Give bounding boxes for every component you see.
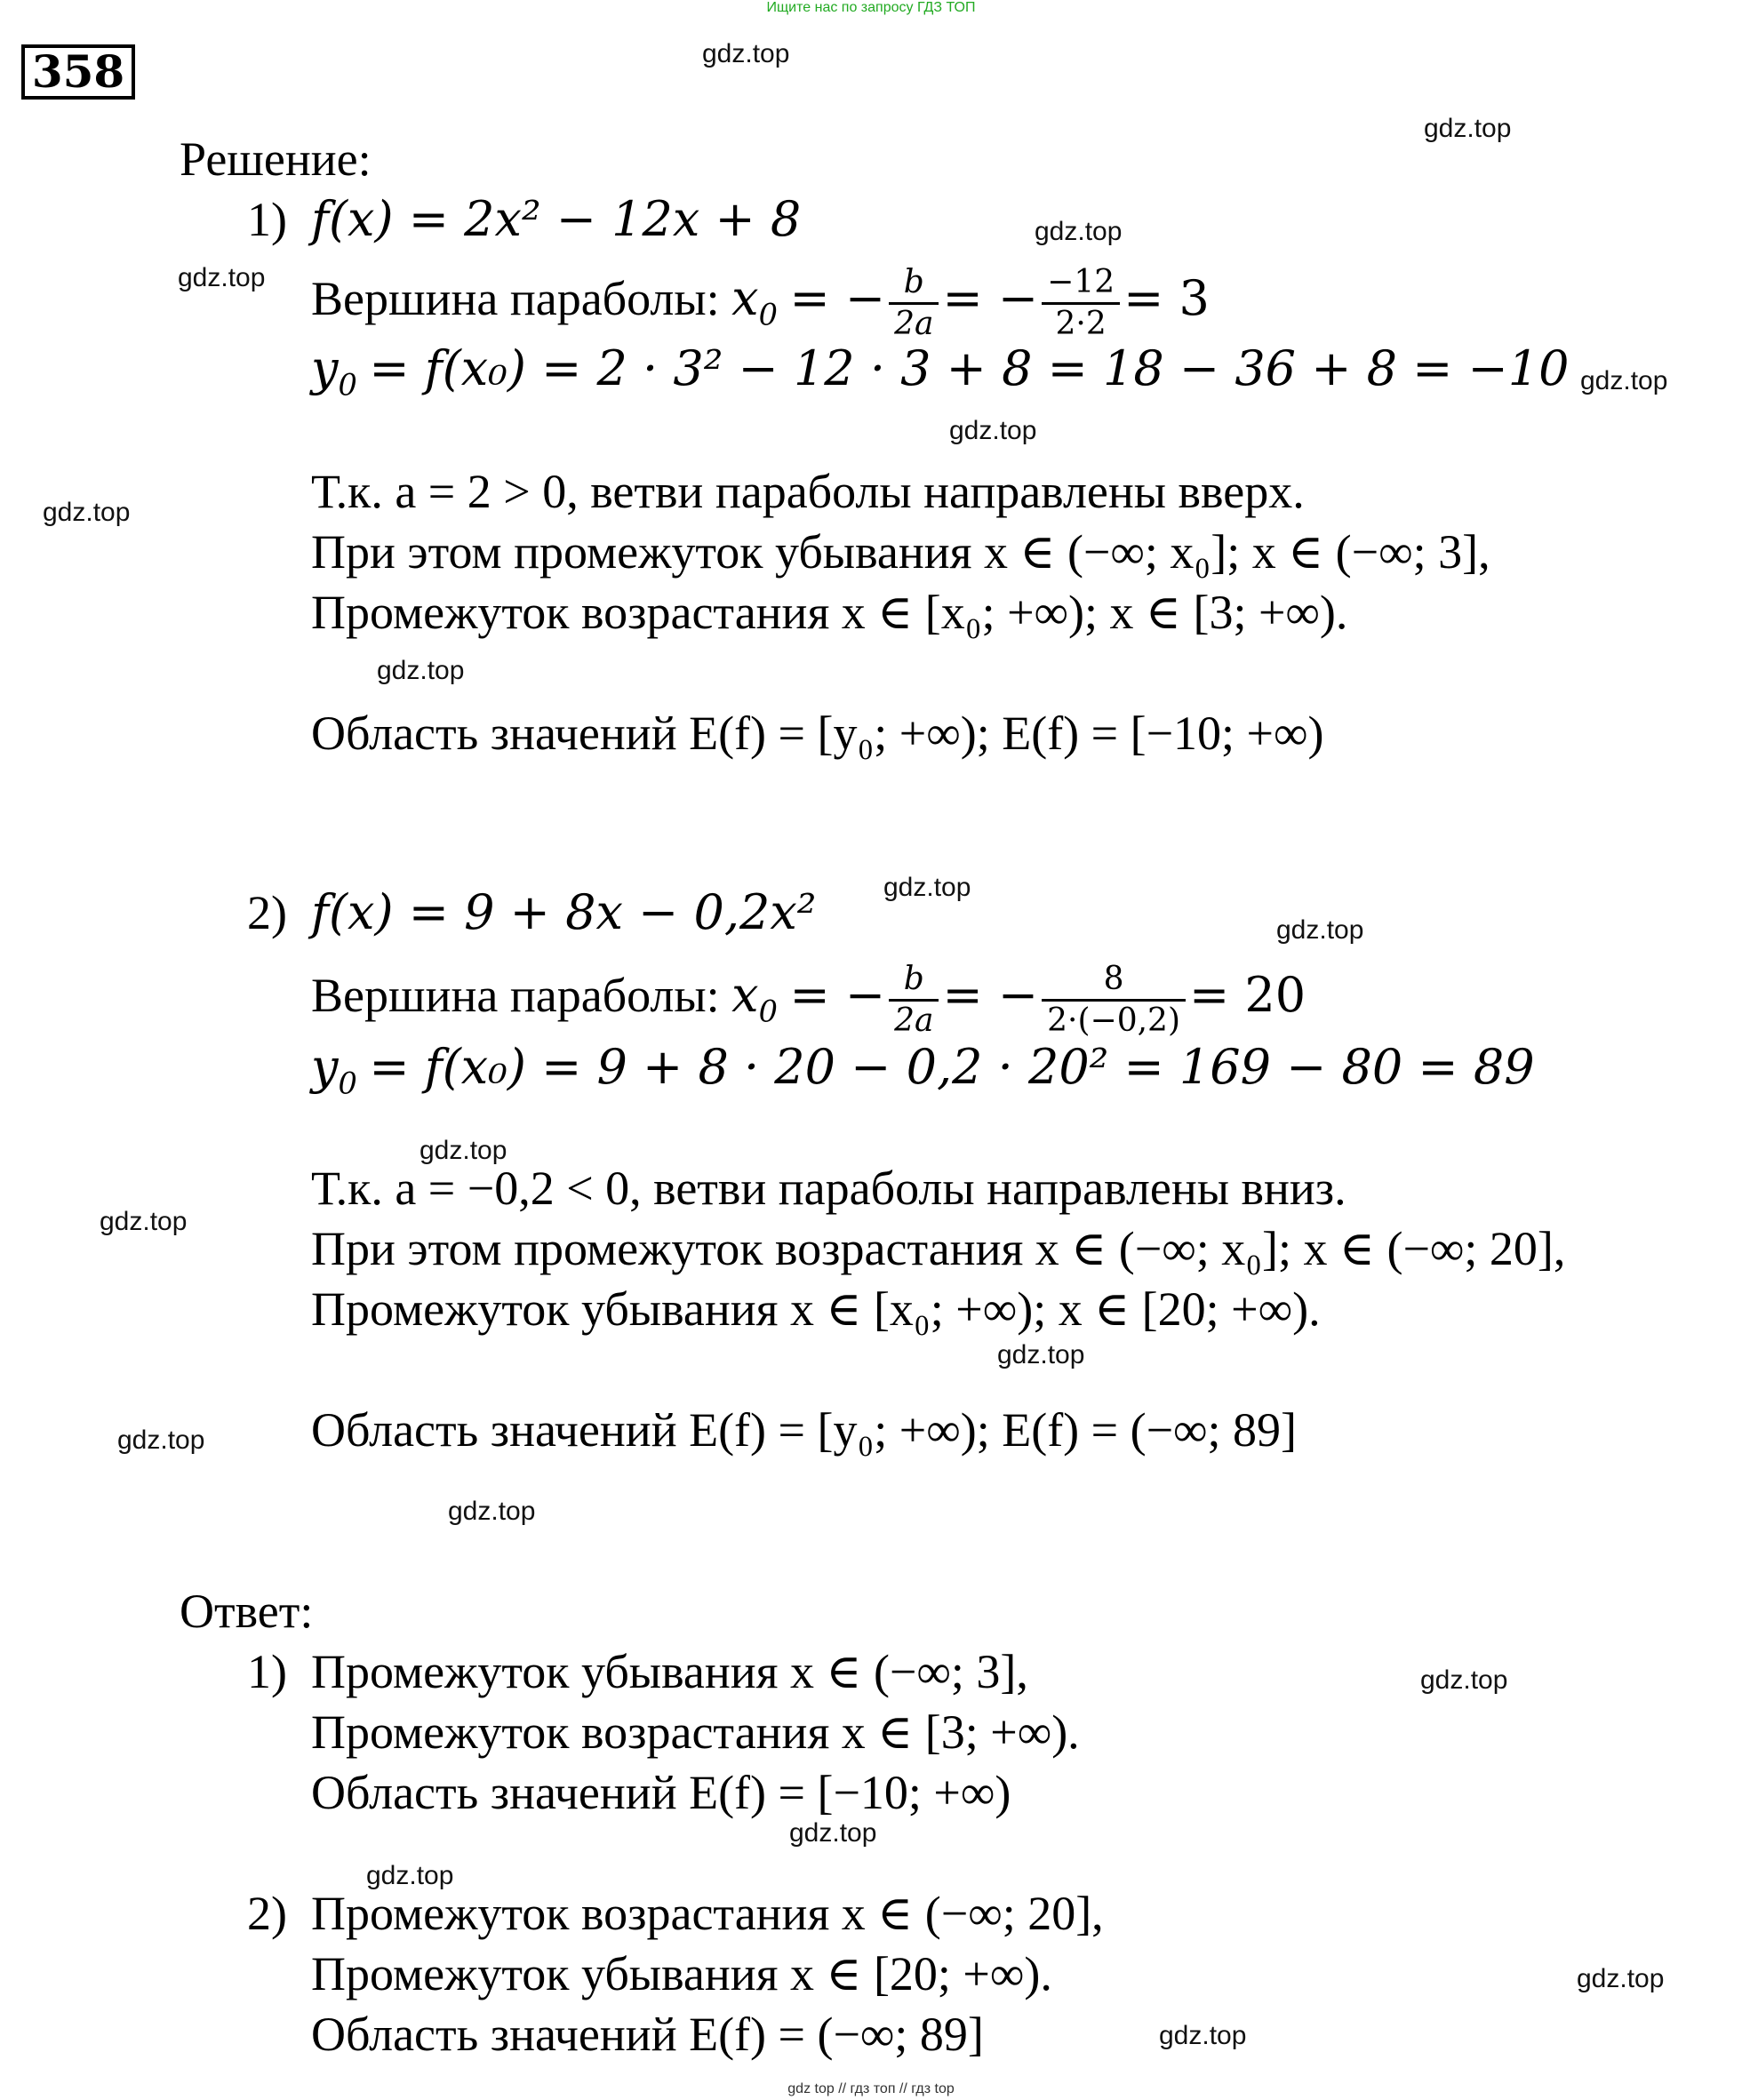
part2-interval-decrease: Промежуток убывания x ∈ [x₀; +∞); x ∈ [20; +∞). (311, 1282, 1321, 1336)
fraction-numeric: $\frac{8}{2\cdot(-0,2)}$ (1042, 960, 1186, 1041)
part2-vertex-line: Вершина параболы: $x_0$ = − $\frac{b}{2a}$ = − $\frac{8}{2\cdot(-0,2)}$ = 20 (311, 961, 1306, 1039)
watermark: gdz.top (789, 1818, 877, 1848)
watermark: gdz.top (1424, 114, 1512, 143)
watermark: gdz.top (1420, 1665, 1508, 1695)
part1-label: 1) (247, 193, 287, 246)
part1-range: Область значений E(f) = [y₀; +∞); E(f) = [−10; +∞) (311, 707, 1324, 760)
vertex-label: Вершина параболы: (311, 271, 720, 325)
watermark: gdz.top (366, 1861, 454, 1890)
part2-label: 2) (247, 886, 287, 939)
fraction-b-2a: $\frac{b}{2a}$ (889, 960, 939, 1041)
part2-interval-increase: При этом промежуток возрастания x ∈ (−∞; x₀]; x ∈ (−∞; 20], (311, 1222, 1566, 1275)
answer2-decrease: Промежуток убывания x ∈ [20; +∞). (311, 1947, 1052, 2000)
watermark: gdz.top (1580, 366, 1668, 395)
answer1-decrease: Промежуток убывания x ∈ (−∞; 3], (311, 1645, 1028, 1698)
part1-y0-line: $y_0 = f(x_0) = 2 \cdot 3^2 - 12 \cdot 3 + 8 = 18 - 36 + 8 = -10$ (311, 340, 1570, 403)
part2-range: Область значений E(f) = [y₀; +∞); E(f) = (−∞; 89] (311, 1403, 1298, 1457)
solution-label: Решение: (180, 132, 372, 186)
watermark: gdz.top (377, 656, 465, 685)
watermark: gdz.top (100, 1207, 188, 1236)
watermark: gdz.top (1276, 915, 1364, 945)
footer-links: gdz top // гдз топ // гдз top (787, 2081, 955, 2096)
watermark: gdz.top (702, 39, 790, 68)
part2-branches: Т.к. a = −0,2 < 0, ветви параболы направлены вниз. (311, 1162, 1346, 1215)
fraction-b-2a: $\frac{b}{2a}$ (889, 263, 939, 344)
watermark: gdz.top (1159, 2021, 1247, 2050)
watermark: gdz.top (883, 873, 971, 902)
watermark: gdz.top (1035, 217, 1123, 246)
problem-number: 358 (21, 44, 135, 100)
part1-interval-increase: Промежуток возрастания x ∈ [x₀; +∞); x ∈ [3; +∞). (311, 586, 1348, 639)
watermark: gdz.top (997, 1340, 1085, 1369)
header-promo: Ищите нас по запросу ГДЗ ТОП (766, 0, 976, 15)
watermark: gdz.top (420, 1136, 507, 1165)
part1-vertex-line: Вершина параболы: $x_0$ = − $\frac{b}{2a}$ = − $\frac{-12}{2\cdot 2}$ = 3 (311, 264, 1210, 342)
answer1-range: Область значений E(f) = [−10; +∞) (311, 1766, 1011, 1819)
answer1-increase: Промежуток возрастания x ∈ [3; +∞). (311, 1705, 1080, 1759)
answer2-increase: Промежуток возрастания x ∈ (−∞; 20], (311, 1887, 1104, 1940)
watermark: gdz.top (1577, 1964, 1665, 1993)
answer-label: Ответ: (180, 1585, 314, 1638)
watermark: gdz.top (117, 1425, 205, 1455)
watermark: gdz.top (448, 1497, 536, 1526)
part1-interval-decrease: При этом промежуток убывания x ∈ (−∞; x₀]; x ∈ (−∞; 3], (311, 525, 1490, 579)
part2-function: f(x) = 9 + 8x − 0,2x² (311, 884, 817, 940)
answer1-label: 1) (247, 1645, 287, 1698)
vertex-label: Вершина параболы: (311, 968, 720, 1022)
watermark: gdz.top (949, 416, 1037, 445)
part2-y0-line: $y_0 = f(x_0) = 9 + 8 \cdot 20 - 0,2 \cdot 20^2 = 169 - 80 = 89$ (311, 1039, 1535, 1101)
fraction-numeric: $\frac{-12}{2\cdot 2}$ (1042, 263, 1120, 344)
watermark: gdz.top (178, 263, 266, 292)
answer2-range: Область значений E(f) = (−∞; 89] (311, 2008, 984, 2061)
answer2-label: 2) (247, 1887, 287, 1940)
part1-function: f(x) = 2x² − 12x + 8 (311, 191, 802, 247)
part1-branches: Т.к. a = 2 > 0, ветви параболы направлены вверх. (311, 465, 1305, 518)
watermark: gdz.top (43, 498, 131, 527)
